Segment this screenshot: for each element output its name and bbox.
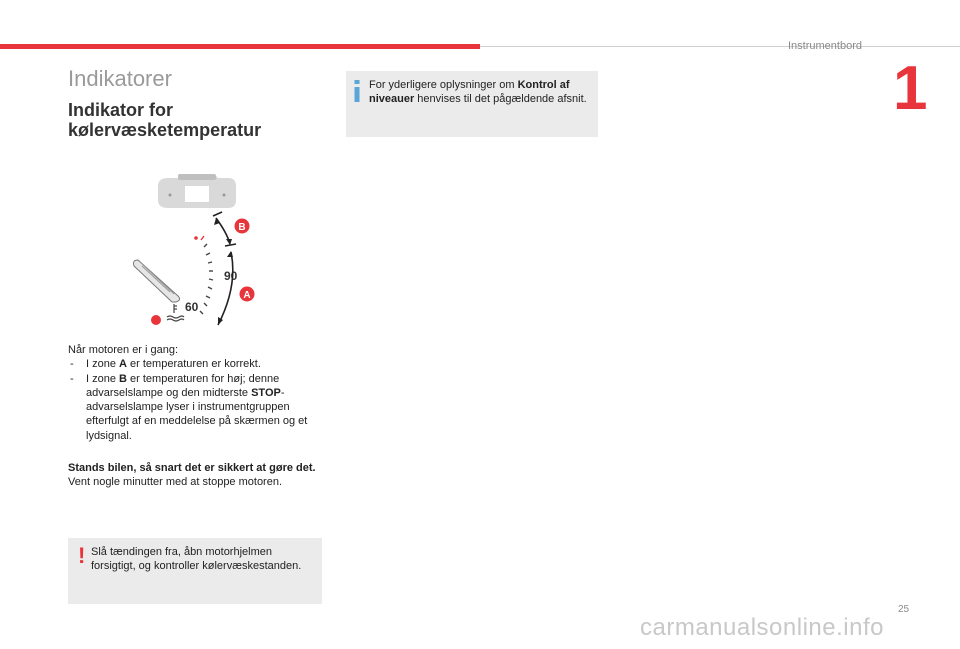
info-text-pre: For yderligere oplysninger om [369,79,518,91]
zone-a-badge [240,287,255,302]
watermark: carmanualsonline.info [640,614,884,641]
item1-post: er temperaturen er korrekt. [126,358,261,371]
item2-mid: er temperaturen for høj; denne advarselslampe og den midterste [86,372,280,399]
gauge-ticks [200,236,213,314]
description-text [68,343,328,443]
header-grey-line [480,46,960,47]
list-item [68,372,328,443]
section-heading [68,100,338,140]
item2-stop: STOP [251,386,281,399]
section-heading-line2: kølervæsketemperatur [68,120,262,140]
warning-text: Slå tændingen fra, åbn motorhjelmen forsigtigt, og kontroller kølervæskestanden. [91,546,302,572]
coolant-temperature-icon [167,304,184,321]
info-text-post: henvises til det pågældende afsnit. [414,93,587,105]
zone-a-label: A [243,290,251,301]
stop-instruction [68,461,328,489]
page-title: Indikatorer [68,66,172,91]
list-dash: - [70,372,74,385]
list-item [68,357,328,371]
page-number: 25 [898,604,910,615]
chapter-number: 1 [893,54,928,123]
exclamation-icon: ! [78,543,86,568]
info-box [346,71,598,137]
item2-post: -advarselslampe lyser i instrumentgruppen efterfulgt af en meddelelse på skærmen og et lydsignal. [86,386,308,442]
item2-pre: I zone [86,372,120,385]
item1-zone: A [119,358,127,371]
header-red-bar [0,44,480,49]
info-icon [354,80,360,102]
stop-instruction-bold: Stands bilen, så snart det er sikkert at gøre det. [68,462,316,474]
item1-pre: I zone [86,358,120,371]
description-intro: Når motoren er i gang: [68,344,179,356]
info-text-bold: Kontrol af niveauer [369,79,570,105]
zone-b-label: B [238,222,246,233]
gauge-needle [134,260,180,302]
list-dash: - [70,358,74,371]
info-text [369,78,591,106]
zone-b-badge [235,219,250,234]
dashboard-icon [158,174,236,208]
warning-lamp-dot [151,315,161,325]
item2-zone: B [119,372,127,385]
red-tick-dot [194,236,198,240]
gauge-mark-90: 90 [224,269,238,283]
zone-list [68,357,328,443]
section-label: Instrumentbord [788,40,862,52]
stop-instruction-text: Vent nogle minutter med at stoppe motoren. [68,476,283,488]
section-heading-line1: Indikator for [68,100,174,120]
gauge-mark-60: 60 [185,300,199,314]
warning-box [68,538,322,604]
coolant-gauge-figure [130,168,265,336]
